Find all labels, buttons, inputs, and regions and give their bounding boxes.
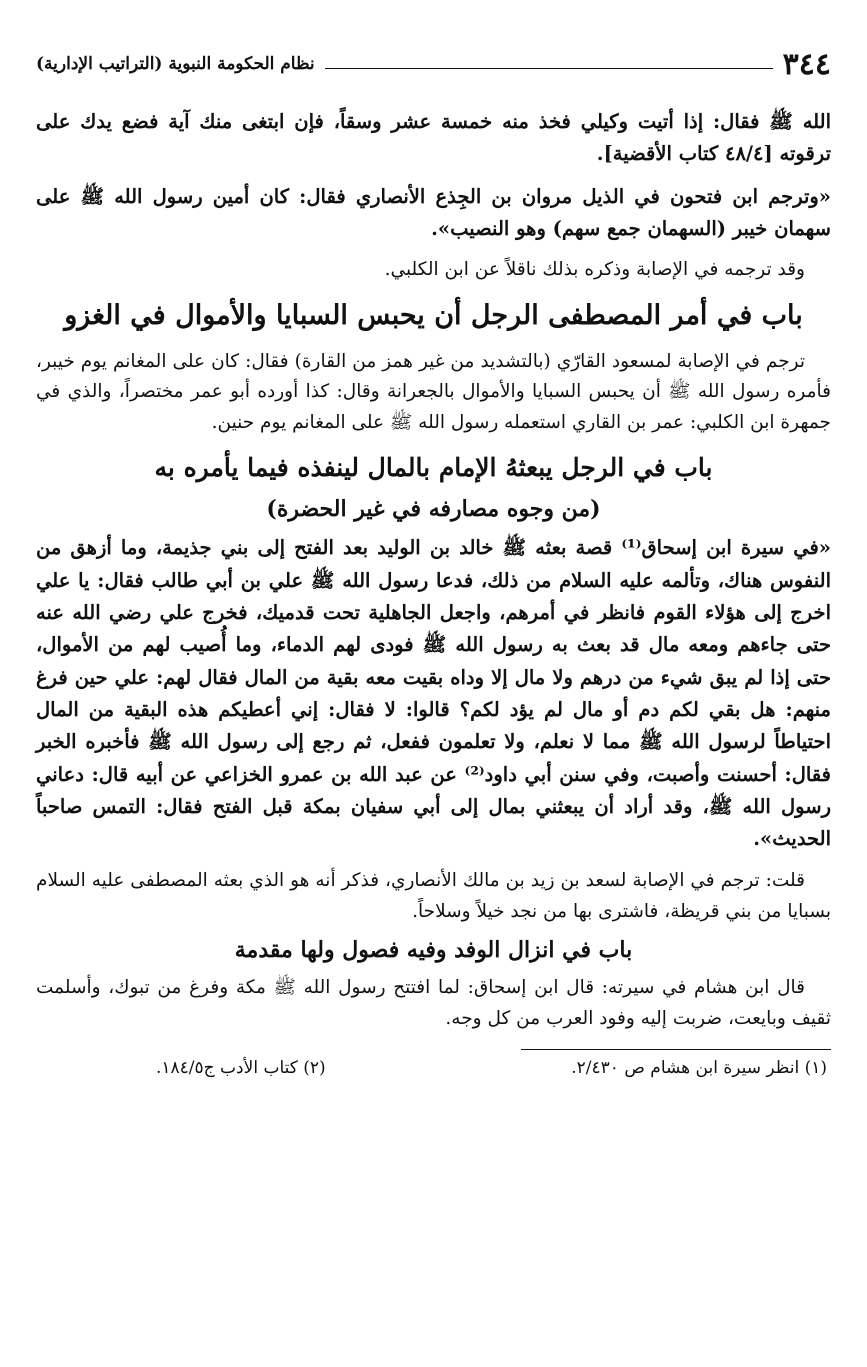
footnote-2: (٢) كتاب الأدب ج١٨٤/٥. xyxy=(156,1057,326,1078)
paragraph-6: قلت: ترجم في الإصابة لسعد بن زيد بن مالك الأنصاري، فذكر أنه هو الذي بعثه المصطفى عليه السلام بسبايا من بني قريظة، فاشترى بها من نجد خيلاً وسلاحاً. xyxy=(36,869,831,922)
paragraph-2: «وترجم ابن فتحون في الذيل مروان بن الجِذع الأنصاري فقال: كان أمين رسول الله ﷺ على سهمان خيبر (السهمان جمع سهم) وهو النصيب». xyxy=(36,184,831,241)
page-number: ٣٤٤ xyxy=(782,46,831,82)
footnote-1: (١) انظر سيرة ابن هشام ص ٢/٤٣٠. xyxy=(571,1057,827,1078)
section-heading-3: باب في انزال الوفد وفيه فصول ولها مقدمة xyxy=(234,937,633,964)
paragraph-4: ترجم في الإصابة لمسعود القارّي (بالتشديد من غير همز من القارة) فقال: كان على المغانم يوم خيبر، فأمره رسول الله ﷺ أن يحبس السبايا والأموال بالجعرانة وقال: كذا أورده أبو عمر مختصراً، والذي في جمهرة ابن الكلبي: عمر بن القاري استعمله رسول الله ﷺ على المغانم يوم حنين. xyxy=(36,350,831,434)
running-title: نظام الحكومة النبوية (التراتيب الإدارية) xyxy=(36,54,315,74)
footnote-rule xyxy=(521,1049,831,1050)
book-page xyxy=(36,44,831,1357)
paragraph-5: «في سيرة ابن إسحاق⁽¹⁾ قصة بعثه ﷺ خالد بن الوليد بعد الفتح إلى بني جذيمة، وما أزهق من النفوس هناك، وتألمه عليه السلام من ذلك، فدعا رسول الله ﷺ علي بن أبي طالب فقال: يا علي اخرج إلى هؤلاء القوم فانظر في أمرهم، واجعل الجاهلية تحت قدميك، فخرج علي رضي الله عنه حتى جاءهم ومعه مال قد بعث به رسول الله ﷺ فودى لهم الدماء، وما أُصيب لهم من الأموال، حتى إذا لم يبق شيء من درهم ولا مال إلا وداه بقيت معه بقية من المال فقال لهم: علي حين فرغ منهم: هل بقي لكم دم أو مال لم يؤد لكم؟ قالوا: لا فقال: إني أعطيكم هذه البقية من المال احتياطاً لرسول الله ﷺ مما لا نعلم، ولا تعلمون ففعل، ثم رجع إلى رسول الله ﷺ فأخبره الخبر فقال: أحسنت وأصبت، وفي سنن أبي داود⁽²⁾ عن عبد الله بن عمرو الخزاعي عن أبيه قال: دعاني رسول الله ﷺ، وقد أراد أن يبعثني بمال إلى أبي سفيان بمكة قبل الفتح فقال: التمس صاحباً الحديث». xyxy=(36,536,831,851)
footnotes xyxy=(36,1058,831,1078)
running-header xyxy=(36,44,831,84)
paragraph-7: قال ابن هشام في سيرته: قال ابن إسحاق: لما افتتح رسول الله ﷺ مكة وفرغ من تبوك، وأسلمت ثقيف وبايعت، ضربت إليه وفود العرب من كل وجه. xyxy=(36,977,831,1029)
section-heading-2: باب في الرجل يبعثهُ الإمام بالمال لينفذه فيما يأمره به xyxy=(154,452,713,482)
section-subheading-2: (من وجوه مصارفه في غير الحضرة) xyxy=(266,496,601,523)
paragraph-3: وقد ترجمه في الإصابة وذكره بذلك ناقلاً عن ابن الكلبي. xyxy=(384,259,805,281)
header-rule xyxy=(325,68,773,69)
section-heading-1: باب في أمر المصطفى الرجل أن يحبس السبايا والأموال في الغزو xyxy=(64,300,803,332)
paragraph-1: الله ﷺ فقال: إذا أتيت وكيلي فخذ منه خمسة عشر وسقاً، فإن ابتغى منك آية فضع يدك على ترقوته [٤٨/٤ كتاب الأقضية]. xyxy=(36,110,831,166)
